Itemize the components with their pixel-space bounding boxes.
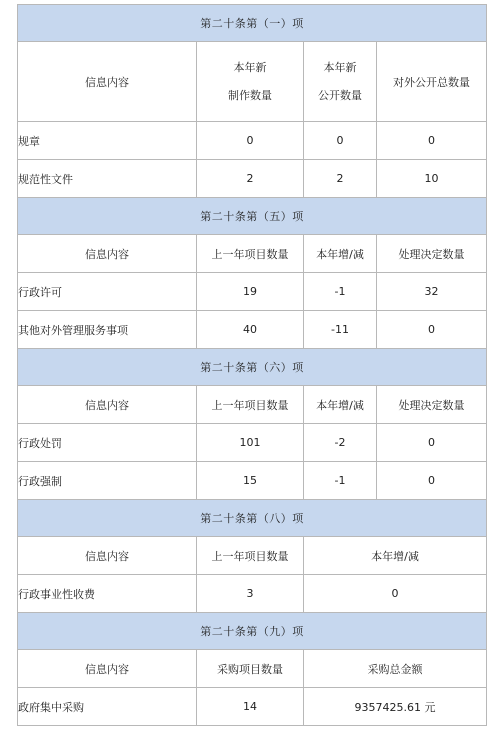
cell-value: 0 [304,122,377,160]
header-line: 制作数量 [228,88,272,102]
column-header-change: 本年增/减 [304,235,377,273]
cell-value: 101 [197,424,304,462]
row-label: 规范性文件 [18,160,197,198]
column-header-prev-count: 上一年项目数量 [197,537,304,575]
section-title: 第二十条第（六）项 [18,349,487,386]
row-label: 规章 [18,122,197,160]
header-line: 公开数量 [318,88,362,102]
table-row [18,122,487,160]
cell-value: 0 [377,424,487,462]
table-row [18,273,487,311]
cell-value: 3 [197,575,304,613]
row-label: 政府集中采购 [18,688,197,726]
column-header-info: 信息内容 [18,235,197,273]
section-title: 第二十条第（八）项 [18,500,487,537]
section-header-row [18,500,487,537]
cell-value: 0 [304,575,487,613]
column-header-prev-count: 上一年项目数量 [197,386,304,424]
table-row [18,311,487,349]
disclosure-table [17,4,487,726]
cell-value: 19 [197,273,304,311]
cell-value: -11 [304,311,377,349]
cell-value: 10 [377,160,487,198]
table-row [18,424,487,462]
cell-value: 0 [377,462,487,500]
row-label: 行政处罚 [18,424,197,462]
table-row [18,688,487,726]
section-title: 第二十条第（五）项 [18,198,487,235]
cell-value: 32 [377,273,487,311]
cell-value: 2 [304,160,377,198]
section-header-row [18,613,487,650]
column-header-purchase-count: 采购项目数量 [197,650,304,688]
section-title: 第二十条第（一）项 [18,5,487,42]
header-line: 本年新 [233,60,267,74]
column-header-row [18,386,487,424]
table-row [18,160,487,198]
column-header-info: 信息内容 [18,537,197,575]
column-header-row [18,537,487,575]
row-label: 行政事业性收费 [18,575,197,613]
column-header-new-public [304,42,377,122]
column-header-total-public: 对外公开总数量 [377,42,487,122]
cell-value: 0 [377,311,487,349]
section-header-row [18,198,487,235]
column-header-change: 本年增/减 [304,537,487,575]
column-header-purchase-amount: 采购总金额 [304,650,487,688]
section-title: 第二十条第（九）项 [18,613,487,650]
table-row [18,575,487,613]
cell-value: 9357425.61 元 [304,688,487,726]
column-header-prev-count: 上一年项目数量 [197,235,304,273]
cell-value: -1 [304,273,377,311]
header-line: 本年新 [323,60,357,74]
cell-value: -1 [304,462,377,500]
cell-value: 15 [197,462,304,500]
table-row [18,462,487,500]
section-header-row [18,349,487,386]
column-header-info: 信息内容 [18,650,197,688]
column-header-change: 本年增/减 [304,386,377,424]
column-header-row [18,42,487,122]
column-header-row [18,650,487,688]
column-header-decisions: 处理决定数量 [377,386,487,424]
row-label: 行政强制 [18,462,197,500]
column-header-info: 信息内容 [18,386,197,424]
column-header-row [18,235,487,273]
section-header-row [18,5,487,42]
column-header-new-made [197,42,304,122]
cell-value: 2 [197,160,304,198]
cell-value: 40 [197,311,304,349]
row-label: 其他对外管理服务事项 [18,311,197,349]
cell-value: 0 [377,122,487,160]
cell-value: -2 [304,424,377,462]
column-header-decisions: 处理决定数量 [377,235,487,273]
row-label: 行政许可 [18,273,197,311]
cell-value: 14 [197,688,304,726]
cell-value: 0 [197,122,304,160]
column-header-info: 信息内容 [18,42,197,122]
